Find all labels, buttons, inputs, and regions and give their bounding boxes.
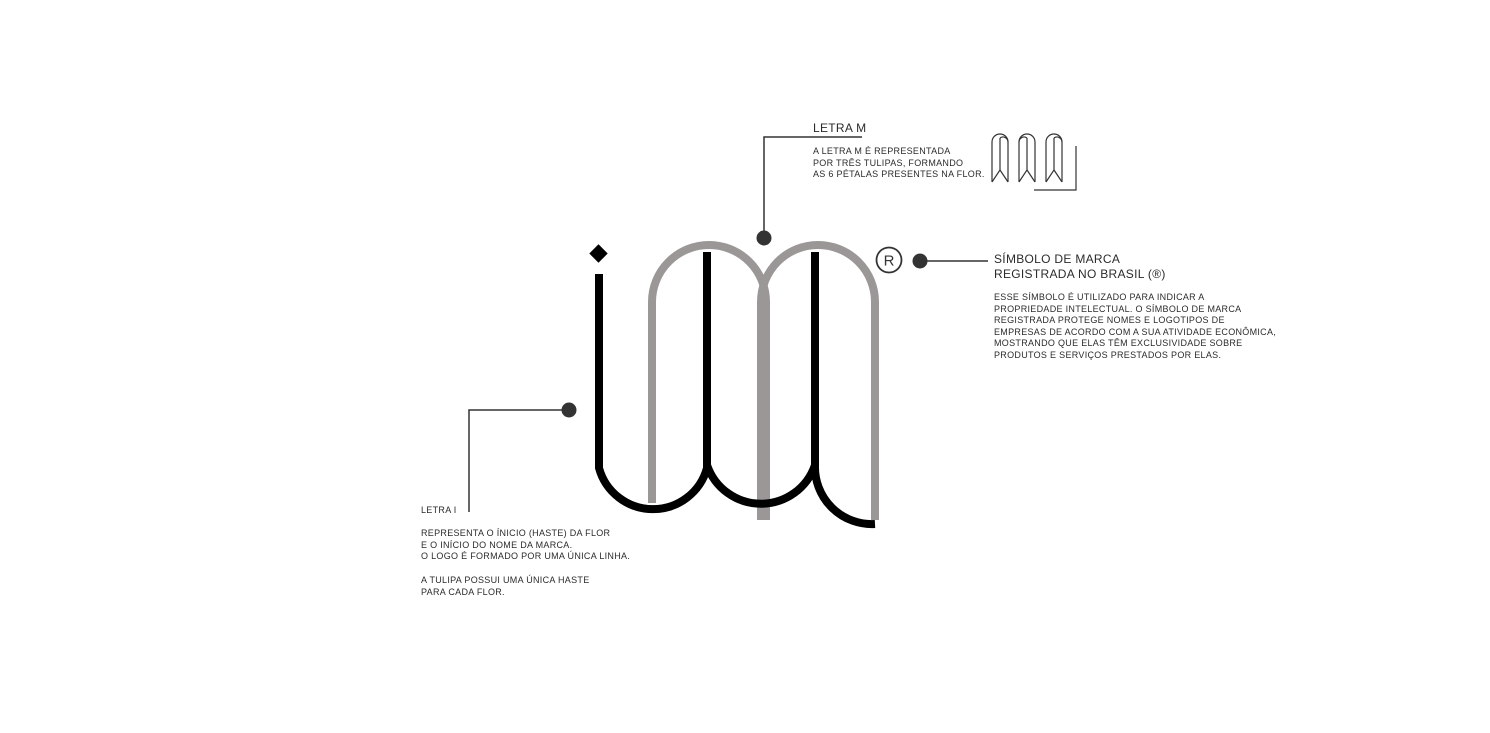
- letra-m-description: A LETRA M É REPRESENTADA POR TRÊS TULIPAS, FORMANDO AS 6 PÉTALAS PRESENTES NA FLOR.: [813, 146, 985, 180]
- letra-i-description: REPRESENTA O ÍNICIO (HASTE) DA FLOR E O INÍCIO DO NOME DA MARCA. O LOGO É FORMADO POR UMA ÚNICA LINHA.: [421, 528, 631, 562]
- registered-symbol: [877, 248, 902, 273]
- letra-i-title: LETRA I: [421, 505, 457, 515]
- simbolo-title: SÍMBOLO DE MARCA REGISTRADA NO BRASIL (®): [994, 252, 1166, 281]
- simbolo-description: ESSE SÍMBOLO É UTILIZADO PARA INDICAR A PROPRIEDADE INTELECTUAL. O SÍMBOLO DE MARCA REGISTRADA PROTEGE NOMES E LOGOTIPOS DE EMPRESAS DE ACORDO COM A SUA ATIVIDADE ECONÔMICA, MOSTRANDO QUE ELAS TÊM EXCLUSIVIDADE SOBRE PRODUTOS E SERVIÇOS PRESTADOS POR ELAS.: [994, 292, 1277, 360]
- callout-letra-i-line: [469, 410, 569, 512]
- letra-m-title: LETRA M: [813, 121, 867, 135]
- callout-letra-m-dot: [757, 231, 772, 246]
- logo-black-strokes: [599, 252, 875, 524]
- registered-symbol-letter: R: [883, 252, 895, 270]
- letra-i-note: A TULIPA POSSUI UMA ÚNICA HASTE PARA CADA FLOR.: [421, 575, 590, 597]
- callout-letra-i-dot: [562, 403, 577, 418]
- callout-simbolo-dot: [913, 254, 928, 269]
- logo-gray-strokes: [652, 245, 875, 520]
- logo-i-dot-diamond: [589, 244, 607, 262]
- logo-m-bowl-2: [815, 465, 875, 524]
- three-tulips-icon: [992, 134, 1076, 190]
